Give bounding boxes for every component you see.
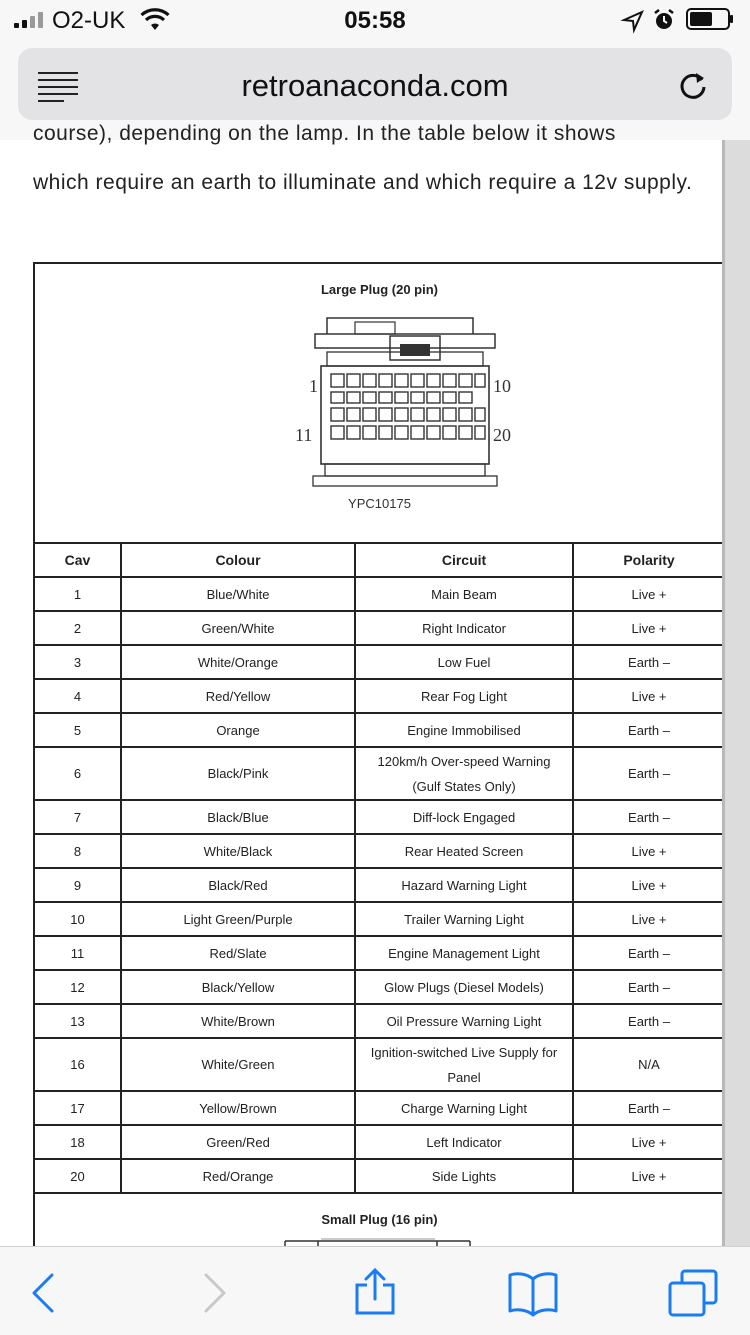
table-row <box>34 868 725 902</box>
browser-toolbar <box>0 1246 750 1335</box>
large-plug-figure <box>33 262 726 546</box>
back-icon[interactable] <box>18 1269 68 1317</box>
circuit-cell: Oil Pressure Warning Light <box>355 1004 573 1038</box>
cav-cell: 1 <box>34 577 121 611</box>
circuit-line-2: (Gulf States Only) <box>412 778 516 794</box>
polarity-cell: Live + <box>573 1159 725 1193</box>
cav-cell: 3 <box>34 645 121 679</box>
table-row <box>34 747 725 800</box>
polarity-cell: Earth – <box>573 1091 725 1125</box>
colour-cell: Green/White <box>121 611 355 645</box>
circuit-cell: Main Beam <box>355 577 573 611</box>
polarity-cell: N/A <box>573 1038 725 1091</box>
colour-cell: White/Black <box>121 834 355 868</box>
colour-cell: White/Green <box>121 1038 355 1091</box>
clock: 05:58 <box>344 7 406 34</box>
colour-cell: Green/Red <box>121 1125 355 1159</box>
colour-cell: Black/Blue <box>121 800 355 834</box>
battery-icon <box>686 8 734 30</box>
circuit-line-1: Ignition-switched Live Supply for <box>370 1044 558 1060</box>
circuit-line-1: 120km/h Over-speed Warning <box>377 753 551 769</box>
circuit-cell: Side Lights <box>355 1159 573 1193</box>
cav-cell: 9 <box>34 868 121 902</box>
colour-cell: Red/Orange <box>121 1159 355 1193</box>
cav-cell: 8 <box>34 834 121 868</box>
cav-cell: 11 <box>34 936 121 970</box>
table-row <box>34 834 725 868</box>
polarity-cell: Earth – <box>573 1004 725 1038</box>
forward-icon[interactable] <box>190 1269 240 1317</box>
polarity-cell: Live + <box>573 679 725 713</box>
pin-table <box>33 542 726 1194</box>
circuit-cell <box>355 747 573 800</box>
table-header-row <box>34 543 725 577</box>
carrier-name: O2-UK <box>52 7 126 34</box>
cav-cell: 12 <box>34 970 121 1004</box>
polarity-cell: Live + <box>573 868 725 902</box>
circuit-cell: Right Indicator <box>355 611 573 645</box>
table-row <box>34 1125 725 1159</box>
polarity-cell: Live + <box>573 834 725 868</box>
cav-cell: 6 <box>34 747 121 800</box>
circuit-cell <box>355 1038 573 1091</box>
bookmarks-icon[interactable] <box>508 1269 558 1317</box>
table-row <box>34 1004 725 1038</box>
address-bar[interactable] <box>18 48 732 120</box>
colour-cell: Blue/White <box>121 577 355 611</box>
cav-cell: 13 <box>34 1004 121 1038</box>
location-icon <box>622 10 644 32</box>
polarity-cell: Earth – <box>573 713 725 747</box>
cav-cell: 17 <box>34 1091 121 1125</box>
article-paragraph: which require an earth to illuminate and which require a 12v supply. <box>33 171 693 194</box>
table-row <box>34 970 725 1004</box>
polarity-cell: Live + <box>573 902 725 936</box>
colour-cell: Black/Pink <box>121 747 355 800</box>
pin-label-20: 20 <box>493 425 511 445</box>
colour-cell: Orange <box>121 713 355 747</box>
header-colour: Colour <box>121 543 355 577</box>
circuit-cell: Charge Warning Light <box>355 1091 573 1125</box>
polarity-cell: Live + <box>573 577 725 611</box>
table-row <box>34 1159 725 1193</box>
cav-cell: 2 <box>34 611 121 645</box>
colour-cell: White/Brown <box>121 1004 355 1038</box>
colour-cell: White/Orange <box>121 645 355 679</box>
colour-cell: Black/Red <box>121 868 355 902</box>
circuit-cell: Engine Immobilised <box>355 713 573 747</box>
reload-icon[interactable] <box>676 68 710 102</box>
header-cav: Cav <box>34 543 121 577</box>
polarity-cell: Earth – <box>573 747 725 800</box>
pin-label-11: 11 <box>295 425 313 445</box>
table-row <box>34 800 725 834</box>
polarity-cell: Live + <box>573 611 725 645</box>
url-text[interactable]: retroanaconda.com <box>241 68 509 103</box>
circuit-cell: Rear Heated Screen <box>355 834 573 868</box>
circuit-cell: Rear Fog Light <box>355 679 573 713</box>
share-icon[interactable] <box>350 1269 400 1317</box>
table-row <box>34 902 725 936</box>
table-row <box>34 713 725 747</box>
colour-cell: Yellow/Brown <box>121 1091 355 1125</box>
circuit-cell: Diff-lock Engaged <box>355 800 573 834</box>
colour-cell: Red/Yellow <box>121 679 355 713</box>
page-edge-line <box>722 140 725 1246</box>
table-row <box>34 1038 725 1091</box>
table-row <box>34 679 725 713</box>
circuit-cell: Low Fuel <box>355 645 573 679</box>
cav-cell: 5 <box>34 713 121 747</box>
tabs-icon[interactable] <box>668 1269 718 1317</box>
cav-cell: 10 <box>34 902 121 936</box>
page-edge-shadow <box>722 140 750 1246</box>
table-row <box>34 577 725 611</box>
clipped-text-line: course), depending on the lamp. In the table below it shows <box>33 122 616 145</box>
header-polarity: Polarity <box>573 543 725 577</box>
cav-cell: 4 <box>34 679 121 713</box>
circuit-line-2: Panel <box>447 1069 481 1085</box>
table-row <box>34 936 725 970</box>
polarity-cell: Earth – <box>573 800 725 834</box>
circuit-cell: Engine Management Light <box>355 936 573 970</box>
alarm-icon <box>652 8 676 32</box>
figure-title: Large Plug (20 pin) <box>320 282 438 297</box>
circuit-cell: Left Indicator <box>355 1125 573 1159</box>
status-bar <box>0 0 750 40</box>
page-content[interactable] <box>0 122 750 1246</box>
polarity-cell: Earth – <box>573 970 725 1004</box>
pin-label-10: 10 <box>493 376 511 396</box>
table-row <box>34 645 725 679</box>
polarity-cell: Earth – <box>573 936 725 970</box>
cav-cell: 16 <box>34 1038 121 1091</box>
cav-cell: 20 <box>34 1159 121 1193</box>
table-row <box>34 611 725 645</box>
cav-cell: 18 <box>34 1125 121 1159</box>
header-circuit: Circuit <box>355 543 573 577</box>
part-number: YPC10175 <box>348 496 411 511</box>
polarity-cell: Live + <box>573 1125 725 1159</box>
colour-cell: Black/Yellow <box>121 970 355 1004</box>
cav-cell: 7 <box>34 800 121 834</box>
polarity-cell: Earth – <box>573 645 725 679</box>
circuit-cell: Glow Plugs (Diesel Models) <box>355 970 573 1004</box>
circuit-cell: Trailer Warning Light <box>355 902 573 936</box>
pin-label-1: 1 <box>309 376 318 396</box>
table-row <box>34 1091 725 1125</box>
colour-cell: Red/Slate <box>121 936 355 970</box>
circuit-cell: Hazard Warning Light <box>355 868 573 902</box>
colour-cell: Light Green/Purple <box>121 902 355 936</box>
small-figure-title: Small Plug (16 pin) <box>321 1212 438 1227</box>
